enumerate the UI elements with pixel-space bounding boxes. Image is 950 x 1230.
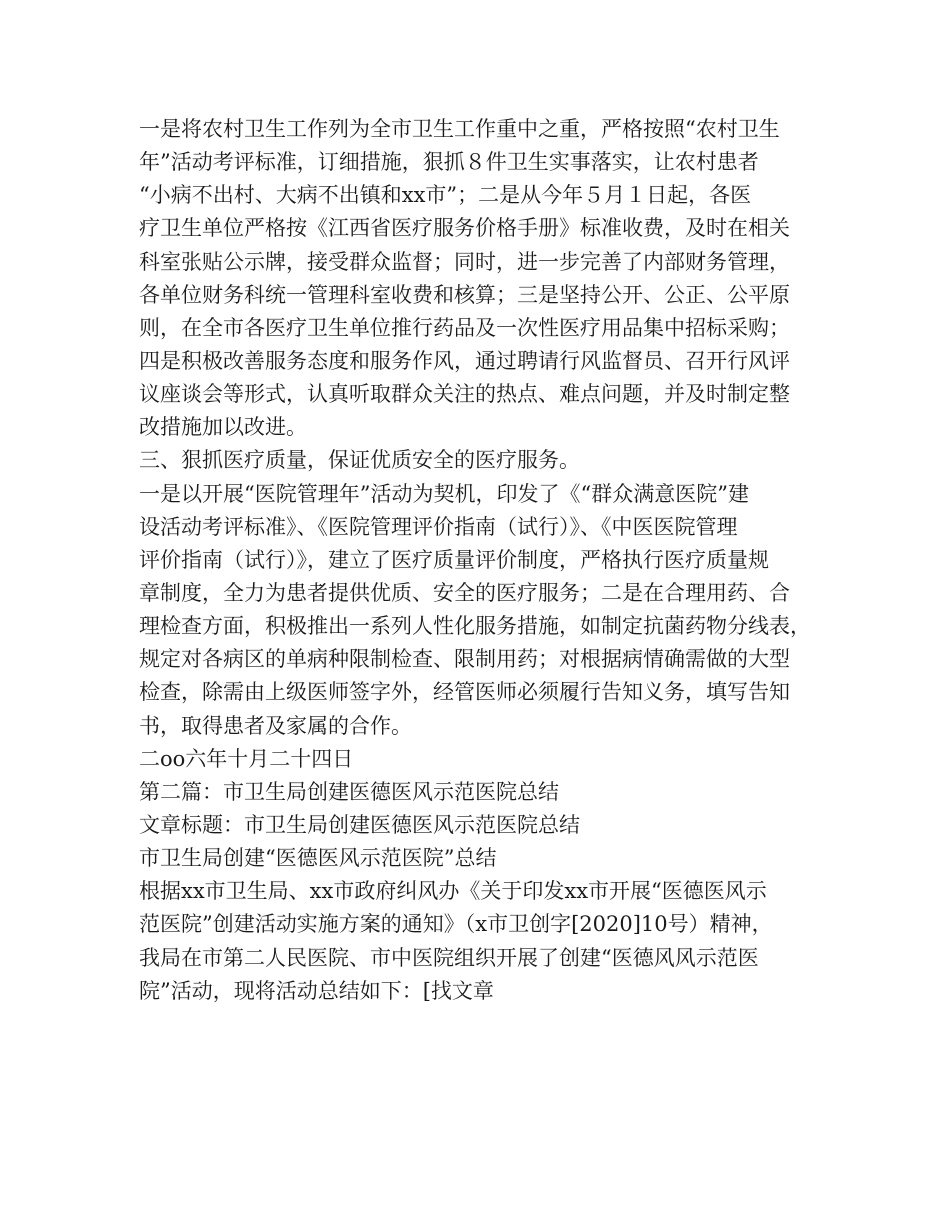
text-line: 检查，除需由上级医师签字外，经管医师必须履行告知义务，填写告知	[139, 680, 790, 705]
text-line: 各单位财务科统一管理科室收费和核算；三是坚持公开、公正、公平原	[139, 282, 790, 307]
text-line: 疗卫生单位严格按《江西省医疗服务价格手册》标准收费，及时在相关	[139, 216, 790, 241]
article-heading: 市卫生局创建“医德医风示范医院”总结	[139, 846, 497, 871]
text-line: 理检查方面，积极推出一系列人性化服务措施，如制定抗菌药物分线表，	[139, 614, 811, 639]
text-line: 章制度，全力为患者提供优质、安全的医疗服务；二是在合理用药、合	[139, 580, 790, 605]
text-line: 一是将农村卫生工作列为全市卫生工作重中之重，严格按照“农村卫生	[139, 117, 780, 141]
text-line: 我局在市第二人民医院、市中医院组织开展了创建“医德风风示范医	[139, 945, 759, 970]
text-line: 改措施加以改进。	[139, 415, 307, 440]
text-line: 规定对各病区的单病种限制检查、限制用药；对根据病情确需做的大型	[139, 647, 790, 672]
text-line: “小病不出村、大病不出镇和xx市”；二是从今年５月１日起，各医	[139, 183, 752, 208]
text-line: 设活动考评标准》、《医院管理评价指南（试行）》、《中医医院管理	[139, 514, 738, 539]
section-heading: 三、狠抓医疗质量，保证优质安全的医疗服务。	[139, 448, 580, 473]
text-line: 年”活动考评标准，订细措施，狠抓８件卫生实事落实，让农村患者	[139, 150, 759, 175]
text-line: 科室张贴公示牌，接受群众监督；同时，进一步完善了内部财务管理，	[139, 249, 790, 274]
date-line: 二oo六年十月二十四日	[139, 746, 354, 771]
text-line: 一是以开展“医院管理年”活动为契机，印发了《“群众满意医院”建	[139, 481, 749, 506]
text-line: 书，取得患者及家属的合作。	[139, 713, 412, 738]
text-line: 评价指南（试行）》，建立了医疗质量评价制度，严格执行医疗质量规	[139, 547, 769, 572]
text-line: 议座谈会等形式，认真听取群众关注的热点、难点问题，并及时制定整	[139, 382, 790, 407]
text-line: 根据xx市卫生局、xx市政府纠风办《关于印发xx市开展“医德医风示	[139, 879, 767, 904]
article-title-line: 文章标题：市卫生局创建医德医风示范医院总结	[139, 812, 580, 837]
text-line: 范医院”创建活动实施方案的通知》（x市卫创字[2020]10号）精神，	[139, 912, 773, 937]
document-body	[139, 113, 819, 1008]
chapter-heading: 第二篇：市卫生局创建医德医风示范医院总结	[139, 779, 559, 804]
text-line: 则，在全市各医疗卫生单位推行药品及一次性医疗用品集中招标采购；	[139, 315, 790, 340]
text-line: 院”活动，现将活动总结如下：[找文章	[139, 978, 494, 1003]
text-line: 四是积极改善服务态度和服务作风，通过聘请行风监督员、召开行风评	[139, 348, 790, 373]
